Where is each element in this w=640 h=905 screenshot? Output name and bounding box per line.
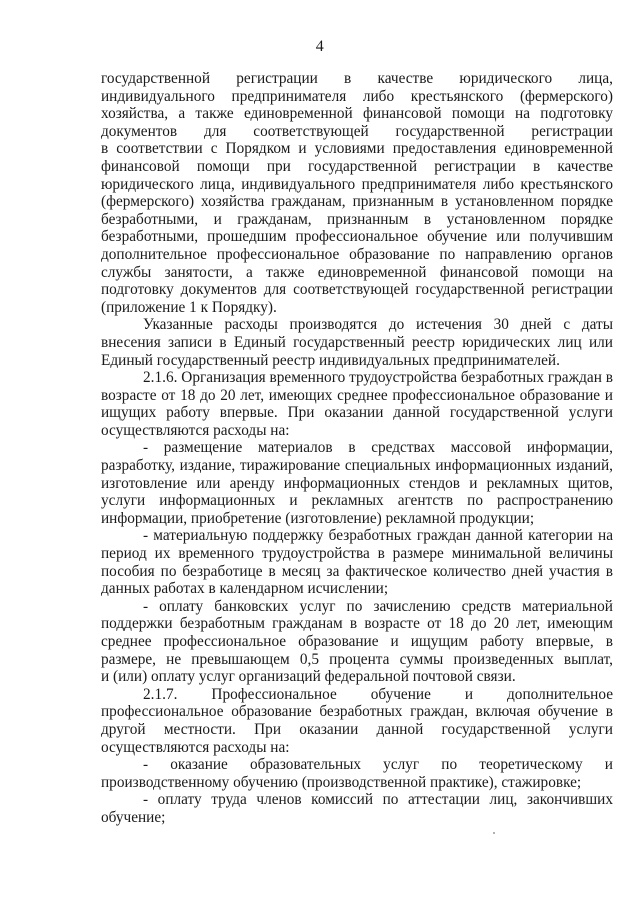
text-line: службы занятости, а также единовременной финансовой помощи на	[101, 263, 613, 281]
text-line: внесения записи в Единый государственный реестр юридических лиц или	[101, 333, 613, 351]
text-line: разработку, издание, тиражирование специальных информационных изданий,	[101, 457, 613, 475]
text-line: размере, не превышающем 0,5 процента суммы произведенных выплат,	[101, 650, 613, 668]
text-line: документов для соответствующей государственной регистрации	[101, 122, 613, 140]
text-line: (фермерского) хозяйства гражданам, признанным в установленном порядке	[101, 193, 613, 211]
paragraph-p-2-1-7-item-1	[101, 756, 613, 791]
paragraph-p-expenses-deadline	[101, 316, 613, 369]
text-line: безработными, и гражданам, признанным в установленном порядке	[101, 210, 613, 228]
text-line: и (или) оплату услуг организаций федеральной почтовой связи.	[101, 668, 516, 686]
text-line: информации, приобретение (изготовление) рекламной продукции;	[101, 509, 535, 527]
text-line: безработными, прошедшим профессиональное обучение или получившим	[101, 228, 613, 246]
text-line: подготовку документов для соответствующей государственной регистрации	[101, 281, 613, 299]
text-line: - оказание образовательных услуг по теоретическому и	[143, 756, 613, 774]
text-line: (приложение 1 к Порядку).	[101, 298, 277, 316]
text-line: поддержки безработным гражданам в возрасте от 18 до 20 лет, имеющим	[101, 615, 613, 633]
text-line: обучение;	[101, 808, 166, 826]
paragraph-p-continuation	[101, 70, 613, 316]
text-line: услуги информационных и рекламных агентств по распространению	[101, 492, 613, 510]
text-line: возрасте от 18 до 20 лет, имеющих среднее профессиональное образование и	[101, 386, 613, 404]
paragraph-p-2-1-6-item-2	[101, 527, 613, 597]
text-line: в соответствии с Порядком и условиями предоставления единовременной	[101, 140, 613, 158]
paragraph-p-2-1-7-item-2	[101, 791, 613, 826]
text-line: - оплату банковских услуг по зачислению средств материальной	[143, 597, 613, 615]
text-line: 2.1.7. Профессиональное обучение и дополнительное	[143, 685, 613, 703]
document-body	[101, 70, 613, 827]
text-line: - оплату труда членов комиссий по аттестации лиц, закончивших	[143, 791, 613, 809]
text-line: профессиональное образование безработных граждан, включая обучение в	[101, 703, 613, 721]
paragraph-p-2-1-6-item-3	[101, 598, 613, 686]
text-line: изготовление или аренду информационных стендов и рекламных щитов,	[101, 474, 613, 492]
paragraph-p-2-1-6	[101, 369, 613, 439]
text-line: период их временного трудоустройства в размере минимальной величины	[101, 545, 613, 563]
paragraph-p-2-1-7	[101, 686, 613, 756]
text-line: индивидуального предпринимателя либо крестьянского (фермерского)	[101, 87, 613, 105]
paragraph-p-2-1-6-item-1	[101, 439, 613, 527]
text-line: 2.1.6. Организация временного трудоустройства безработных граждан в	[143, 369, 613, 387]
text-line: - размещение материалов в средствах массовой информации,	[143, 439, 613, 457]
text-line: ищущих работу впервые. При оказании данной государственной услуги	[101, 404, 613, 422]
text-line: финансовой помощи при государственной регистрации в качестве	[101, 157, 613, 175]
text-line: Указанные расходы производятся до истечения 30 дней с даты	[143, 316, 613, 334]
text-line: осуществляются расходы на:	[101, 738, 290, 756]
text-line: - материальную поддержку безработных граждан данной категории на	[143, 527, 613, 545]
page-number: 4	[315, 38, 325, 55]
text-line: производственному обучению (производственной практике), стажировке;	[101, 773, 582, 791]
text-line: Единый государственный реестр индивидуальных предпринимателей.	[101, 351, 560, 369]
text-line: дополнительное профессиональное образование по направлению органов	[101, 245, 613, 263]
text-line: юридического лица, индивидуального предпринимателя либо крестьянского	[101, 175, 613, 193]
scan-speck	[493, 832, 495, 834]
text-line: осуществляются расходы на:	[101, 421, 290, 439]
text-line: пособия по безработице в месяц за фактическое количество дней участия в	[101, 562, 613, 580]
text-line: хозяйства, а также единовременной финансовой помощи на подготовку	[101, 105, 613, 123]
text-line: государственной регистрации в качестве юридического лица,	[101, 70, 613, 87]
text-line: данных работах в календарном исчислении;	[101, 580, 389, 598]
text-line: другой местности. При оказании данной государственной услуги	[101, 720, 613, 738]
text-line: среднее профессиональное образование и ищущим работу впервые, в	[101, 633, 613, 650]
